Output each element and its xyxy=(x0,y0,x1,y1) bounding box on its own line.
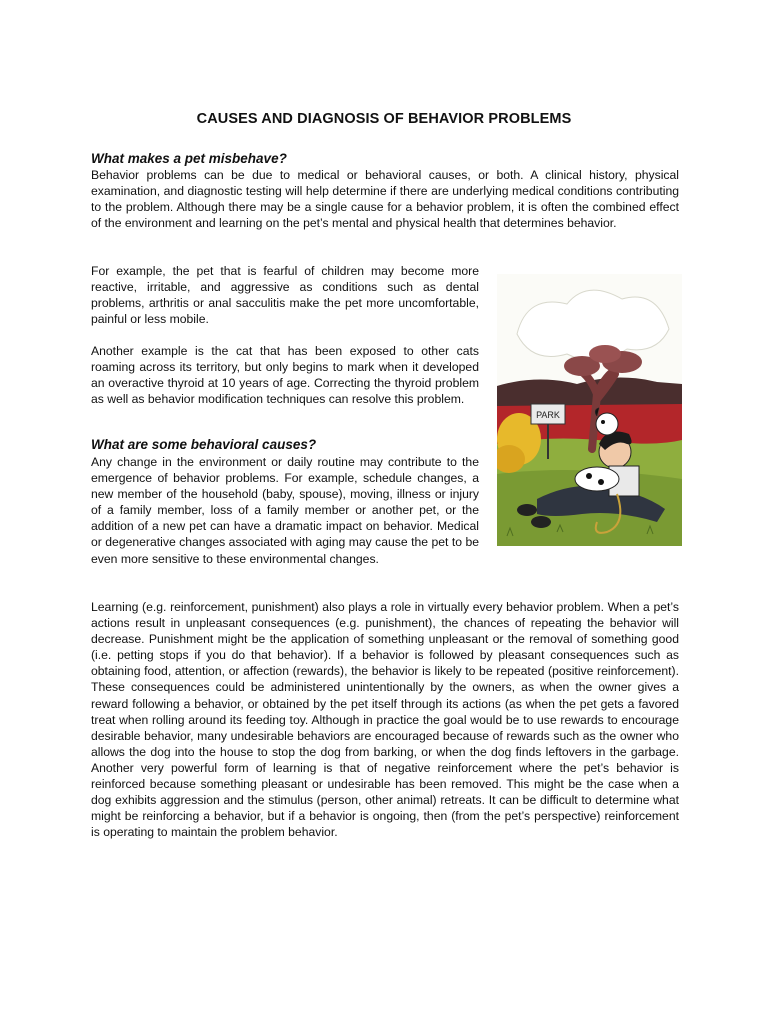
paragraph-cat-example: Another example is the cat that has been exposed to other cats roaming across its territory, but only begins to mark when it developed an overactive thyroid at 10 years of age. Correcting the thyroid problem as well as behavior modification techniques can resolve this problem. xyxy=(91,344,479,407)
paragraph-fearful-example: For example, the pet that is fearful of children may become more reactive, irritable, and aggressive as conditions such as dental problems, arthritis or anal sacculitis make the pet more uncomfortable, painful or less mobile. xyxy=(91,264,479,327)
page-title: CAUSES AND DIAGNOSIS OF BEHAVIOR PROBLEMS xyxy=(196,111,572,127)
park-sign-text: PARK xyxy=(536,410,560,420)
paragraph-environment-changes: Any change in the environment or daily routine may contribute to the emergence of behavior problems. For example, schedule changes, a new member of the household (baby, spouse), moving, illness or injury of a family member, loss of a family member or another pet, or the addition of a new pet can have a dramatic impact on behavior. Medical or degenerative changes associated with aging may cause the pet to be even more sensitive to these environmental changes. xyxy=(91,455,479,566)
section-heading-misbehave: What makes a pet misbehave? xyxy=(91,151,287,166)
section-heading-behavioral-causes: What are some behavioral causes? xyxy=(91,437,317,452)
paragraph-learning: Learning (e.g. reinforcement, punishment) also plays a role in virtually every behavior problem. When a pet’s actions result in unpleasant consequences (e.g. punishment), the chances of repeating the behavior will decrease. Punishment might be the application of something unpleasant or the removal of something good (i.e. petting stops if you do that behavior). If a behavior is followed by pleasant consequences such as obtaining food, attention, or affection (rewards), the behavior is likely to be repeated (positive reinforcement). These consequences could be administered unintentionally by the owners, as when the owner gives a reward following a behavior, or obtained by the pet itself through its actions (as when the pet gets a favored treat when rolling around its feeding toy. Although in practice the goal would be to use rewards to encourage desirable behavior, many undesirable behaviors are encouraged because of rewards such as the owner who allows the dog into the house to stop the dog from barking, or when the dog finds leftovers in the garbage. Another very powerful form of learning is that of negative reinforcement where the pet’s behavior is reinforced because something pleasant or undesirable has been removed. This might be the case when a dog exhibits aggression and the stimulus (person, other animal) retreats. It can be difficult to determine what might be reinforcing a behavior, but if a behavior is ongoing, then (from the pet’s perspective) reinforcement is operating to maintain the problem behavior. xyxy=(91,600,679,840)
cartoon-illustration xyxy=(497,274,682,546)
park-scene-illustration xyxy=(497,274,682,546)
paragraph-intro: Behavior problems can be due to medical or behavioral causes, or both. A clinical history, physical examination, and diagnostic testing will help determine if there are underlying medical conditions contributing to the problem. Although there may be a single cause for a behavior problem, it is often the combined effect of the environment and learning on the pet’s mental and physical health that determines behavior. xyxy=(91,168,679,231)
